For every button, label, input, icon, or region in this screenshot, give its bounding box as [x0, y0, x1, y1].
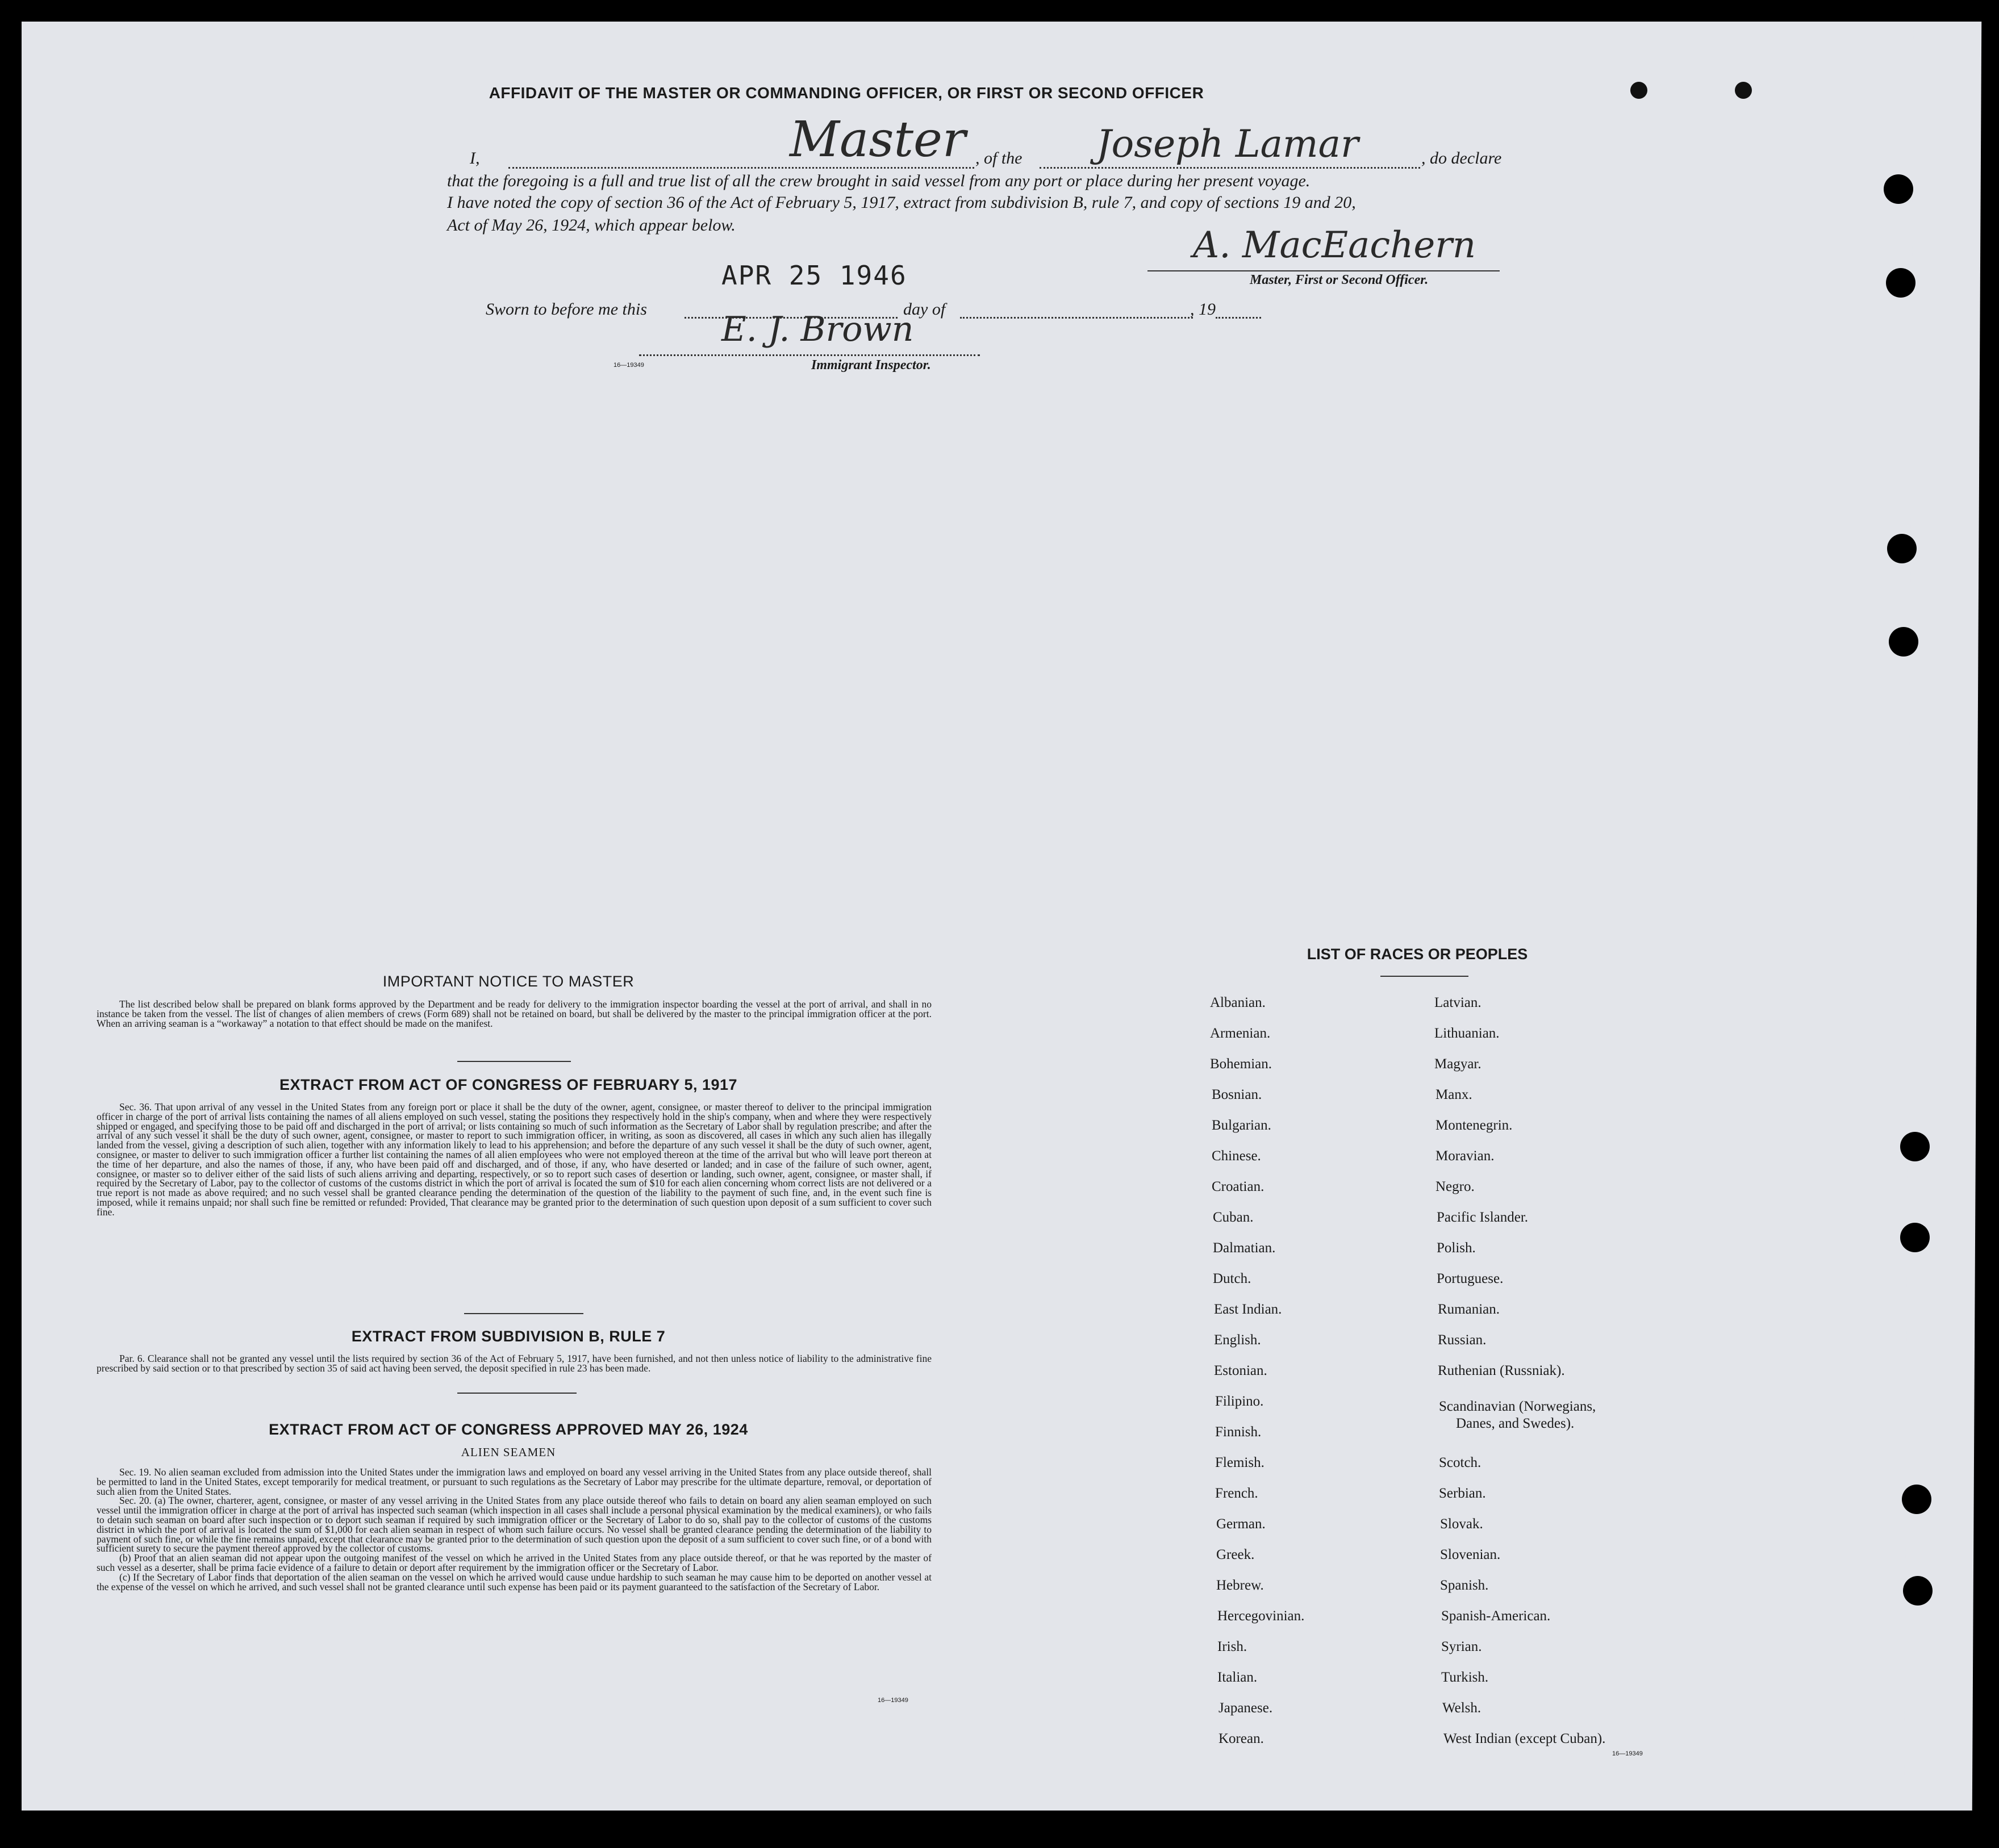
affidavit-do-declare: , do declare: [1421, 149, 1502, 168]
notice-text: [97, 1000, 932, 1028]
year-text: , 19: [1190, 300, 1216, 319]
extract-1924-title: EXTRACT FROM ACT OF CONGRESS APPROVED MAY 26, 1924: [269, 1421, 748, 1438]
race-item: Welsh.: [1442, 1700, 1481, 1716]
race-item: Portuguese.: [1437, 1271, 1504, 1286]
races-title: LIST OF RACES OR PEOPLES: [1307, 946, 1528, 963]
race-item: Serbian.: [1439, 1486, 1486, 1501]
notice-title: IMPORTANT NOTICE TO MASTER: [382, 973, 635, 990]
race-item: Slovak.: [1440, 1516, 1483, 1532]
extract-1917-paragraph: Sec. 36. That upon arrival of any vessel in the United States from any foreign port or place it shall be the duty of the owner, agent, consignee, or master thereof to deliver to the principal immigration officer in charge of the port of arrival lists containing the names of all aliens employed on such vessel, stating the positions they respectively hold in the ship's company, when and where they were respectively shipped or engaged, and specifying those to be paid off and discharged in the port of arrival; or lists containing so much of such information as the Secretary of Labor shall by regulation prescribe; and after the arrival of any such vessel it shall be the duty of such owner, agent, consignee, or master to report to such immigration officer, in writing, as soon as discovered, all cases in which any such alien has illegally landed from the vessel, giving a description of such alien, together with any information likely to lead to his apprehension; and before the departure of any such vessel it shall be the duty of such owner, agent, consignee, or master to deliver to such immigration officer a further list containing the names of all alien employees who were not employed thereon at the time of the arrival but who will leave port thereon at the time of her departure, and also the names of those, if any, who have been paid off and discharged, and of those, if any, who have deserted or landed; and in case of the failure of such owner, agent, consignee, or master so to deliver either of the said lists of such aliens arriving and departing, respectively, or so to report such cases of desertion or landing, such owner, agent, consignee, or master shall, if required by the Secretary of Labor, pay to the collector of customs of the customs district in which the port of arrival is located the sum of $10 for each alien concerning whom correct lists are not delivered or a true report is not made as above required; and no such vessel shall be granted clearance pending the determination of the question of the liability to the payment of such fine, and, in the event such fine is imposed, while it remains unpaid; nor shall such fine be remitted or refunded: Provided, That clearance may be granted prior to the determination of such question upon deposit of a sum sufficient to cover such fine.: [97, 1101, 932, 1218]
race-item: Lithuanian.: [1434, 1026, 1500, 1041]
race-item: Manx.: [1435, 1087, 1472, 1102]
race-item: Hebrew.: [1216, 1578, 1264, 1593]
race-item: Scotch.: [1439, 1455, 1481, 1470]
affidavit-form-number: 16—19349: [614, 362, 644, 369]
section-20c-paragraph: (c) If the Secretary of Labor finds that deportation of the alien seaman on the vessel on which he arrived would cause undue hardship to such seaman he may cause him to be deported on another vessel at the expense of the vessel on which he arrived, and such vessel shall not be granted clearance until such expense has been paid or its payment guaranteed to the satisfaction of the Secretary of Labor.: [97, 1571, 932, 1592]
punch-hole: [1886, 268, 1915, 298]
affidavit-line-3: I have noted the copy of section 36 of the Act of February 5, 1917, extract from subdivision B, rule 7, and copy of sections 19 and 20,: [447, 193, 1356, 212]
race-item: Magyar.: [1434, 1056, 1481, 1072]
inspector-caption: Immigrant Inspector.: [811, 358, 931, 373]
alien-seamen-subtitle: ALIEN SEAMEN: [461, 1445, 556, 1459]
punch-hole: [1900, 1223, 1930, 1252]
race-item: Bulgarian.: [1212, 1118, 1271, 1133]
race-item: Bosnian.: [1212, 1087, 1262, 1102]
race-item: Bohemian.: [1210, 1056, 1272, 1072]
vessel-blank: [1040, 167, 1420, 169]
rank-handwriting: Master: [790, 111, 966, 168]
sworn-text: Sworn to before me this: [486, 300, 647, 319]
race-item: Cuban.: [1213, 1210, 1254, 1225]
race-item: Negro.: [1435, 1179, 1475, 1194]
ink-mark: [1735, 82, 1752, 99]
race-item: West Indian (except Cuban).: [1443, 1731, 1606, 1746]
extract-1917-title: EXTRACT FROM ACT OF CONGRESS OF FEBRUARY 5, 1917: [279, 1076, 738, 1093]
rule-7-text: [97, 1354, 932, 1373]
race-item: Chinese.: [1212, 1148, 1261, 1164]
race-item: Korean.: [1218, 1731, 1264, 1746]
race-item: Croatian.: [1212, 1179, 1264, 1194]
race-item: Slovenian.: [1440, 1547, 1501, 1562]
race-item: Dutch.: [1213, 1271, 1251, 1286]
race-item: Turkish.: [1441, 1670, 1489, 1685]
punch-hole: [1900, 1132, 1930, 1161]
race-item: Montenegrin.: [1435, 1118, 1513, 1133]
race-item: Filipino.: [1215, 1394, 1264, 1409]
punch-hole: [1902, 1485, 1931, 1514]
vessel-handwriting: Joseph Lamar: [1096, 122, 1359, 166]
affidavit-i: I,: [470, 149, 480, 168]
rule-7-title: EXTRACT FROM SUBDIVISION B, RULE 7: [351, 1328, 666, 1345]
race-item: Irish.: [1217, 1639, 1247, 1654]
signature-line: [1147, 270, 1500, 271]
race-item: Syrian.: [1441, 1639, 1482, 1654]
race-item: Rumanian.: [1438, 1302, 1500, 1317]
race-item: Spanish.: [1440, 1578, 1489, 1593]
race-item: Italian.: [1217, 1670, 1258, 1685]
notice-paragraph: The list described below shall be prepared on blank forms approved by the Department and be ready for delivery to the immigration inspector boarding the vessel at the port of arrival, and shall in no instance be taken from the vessel. The list of changes of alien members of crews (Form 689) shall not be retained on board, but shall be delivered by the master to the principal immigration officer at the port. When an arriving seaman is a “workaway” a notation to that effect should be made on the manifest.: [97, 998, 932, 1029]
section-20a-paragraph: Sec. 20. (a) The owner, charterer, agent, consignee, or master of any vessel arriving in the United States from any place outside thereof who fails to detain on board any alien seaman employed on such vessel until the immigration officer in charge at the port of arrival has inspected such seaman (which inspection in all cases shall include a personal physical examination by the medical examiners), or who fails to detain such seaman on board after such inspection or to deport such seaman if required by such immigration officer or the Secretary of Labor to do so, shall pay to the collector of customs of the customs district in which the port of arrival is located the sum of $1,000 for each alien seaman in respect of whom such failure occurs. No vessel shall be granted clearance pending the determination of the liability to payment of such fine, or while the fine remains unpaid, except that clearance may be granted prior to the determination of such question upon the deposit of a sum sufficient to cover such fine, or of a bond with sufficient surety to secure the payment thereof approved by the collector of customs.: [97, 1495, 932, 1554]
rule-7-paragraph: Par. 6. Clearance shall not be granted any vessel until the lists required by section 36 of the Act of February 5, 1917, have been furnished, and not then unless notice of liability to the administrative fine prescribed by said section or to that prescribed by section 35 of said act having been served, the deposit specified in rule 23 has been made.: [97, 1353, 932, 1374]
divider: [464, 1313, 583, 1314]
divider: [457, 1393, 577, 1394]
race-item: Danes, and Swedes).: [1456, 1416, 1575, 1431]
race-item: Ruthenian (Russniak).: [1438, 1363, 1565, 1378]
race-item: German.: [1216, 1516, 1266, 1532]
date-stamp: APR 25 1946: [721, 260, 907, 291]
race-item: Finnish.: [1215, 1424, 1262, 1440]
master-signature: A. MacEachern: [1193, 224, 1476, 266]
affidavit-line-2: that the foregoing is a full and true list of all the crew brought in said vessel from any port or place during her present voyage.: [447, 172, 1311, 190]
day-of-text: day of: [903, 300, 946, 319]
race-item: Moravian.: [1435, 1148, 1495, 1164]
race-item: Scandinavian (Norwegians,: [1439, 1399, 1596, 1414]
inspector-blank: [639, 354, 980, 356]
race-item: East Indian.: [1214, 1302, 1282, 1317]
punch-hole: [1889, 627, 1918, 657]
section-20b-paragraph: (b) Proof that an alien seaman did not appear upon the outgoing manifest of the vessel on which he arrived in the United States from any place outside thereof, or that he was reported by the master of such vessel as a deserter, shall be prima facie evidence of a failure to detain or deport after requirement by the immigration officer or the Secretary of Labor.: [97, 1552, 932, 1573]
race-item: Greek.: [1216, 1547, 1255, 1562]
race-item: Flemish.: [1215, 1455, 1264, 1470]
race-item: Dalmatian.: [1213, 1240, 1276, 1256]
document-sheet-edge: [1904, 22, 1981, 1811]
race-item: Polish.: [1437, 1240, 1476, 1256]
sworn-month-blank: [960, 317, 1193, 319]
punch-hole: [1903, 1576, 1933, 1605]
race-item: Japanese.: [1218, 1700, 1273, 1716]
race-item: Albanian.: [1210, 995, 1266, 1010]
extract-1924-text: [97, 1467, 932, 1591]
signature-caption: Master, First or Second Officer.: [1250, 273, 1429, 287]
race-item: Pacific Islander.: [1437, 1210, 1529, 1225]
races-form-number: 16—19349: [1612, 1750, 1643, 1757]
sworn-year-blank: [1216, 317, 1261, 319]
divider: [1380, 976, 1468, 977]
race-item: Spanish-American.: [1441, 1608, 1551, 1624]
affidavit-line-4: Act of May 26, 1924, which appear below.: [447, 216, 736, 235]
divider: [457, 1061, 571, 1062]
extract-1917-text: [97, 1102, 932, 1217]
race-item: French.: [1215, 1486, 1258, 1501]
race-item: Estonian.: [1214, 1363, 1267, 1378]
inspector-signature: E. J. Brown: [721, 310, 914, 349]
race-item: Armenian.: [1210, 1026, 1271, 1041]
race-item: Latvian.: [1434, 995, 1481, 1010]
extract-form-number: 16—19349: [878, 1697, 908, 1704]
affidavit-of-the: , of the: [975, 149, 1023, 168]
section-19-paragraph: Sec. 19. No alien seaman excluded from admission into the United States under the immigration laws and employed on board any vessel arriving in the United States from any place outside thereof, shall be permitted to land in the United States, except temporarily for medical treatment, or pursuant to such regulations as the Secretary of Labor may prescribe for the ultimate departure, removal, or deportation of such alien from the United States.: [97, 1466, 932, 1497]
punch-hole: [1887, 534, 1917, 563]
race-item: Hercegovinian.: [1217, 1608, 1305, 1624]
punch-hole: [1884, 174, 1913, 204]
affidavit-title: AFFIDAVIT OF THE MASTER OR COMMANDING OFFICER, OR FIRST OR SECOND OFFICER: [489, 84, 1204, 102]
race-item: Russian.: [1438, 1332, 1487, 1348]
race-item: English.: [1214, 1332, 1261, 1348]
